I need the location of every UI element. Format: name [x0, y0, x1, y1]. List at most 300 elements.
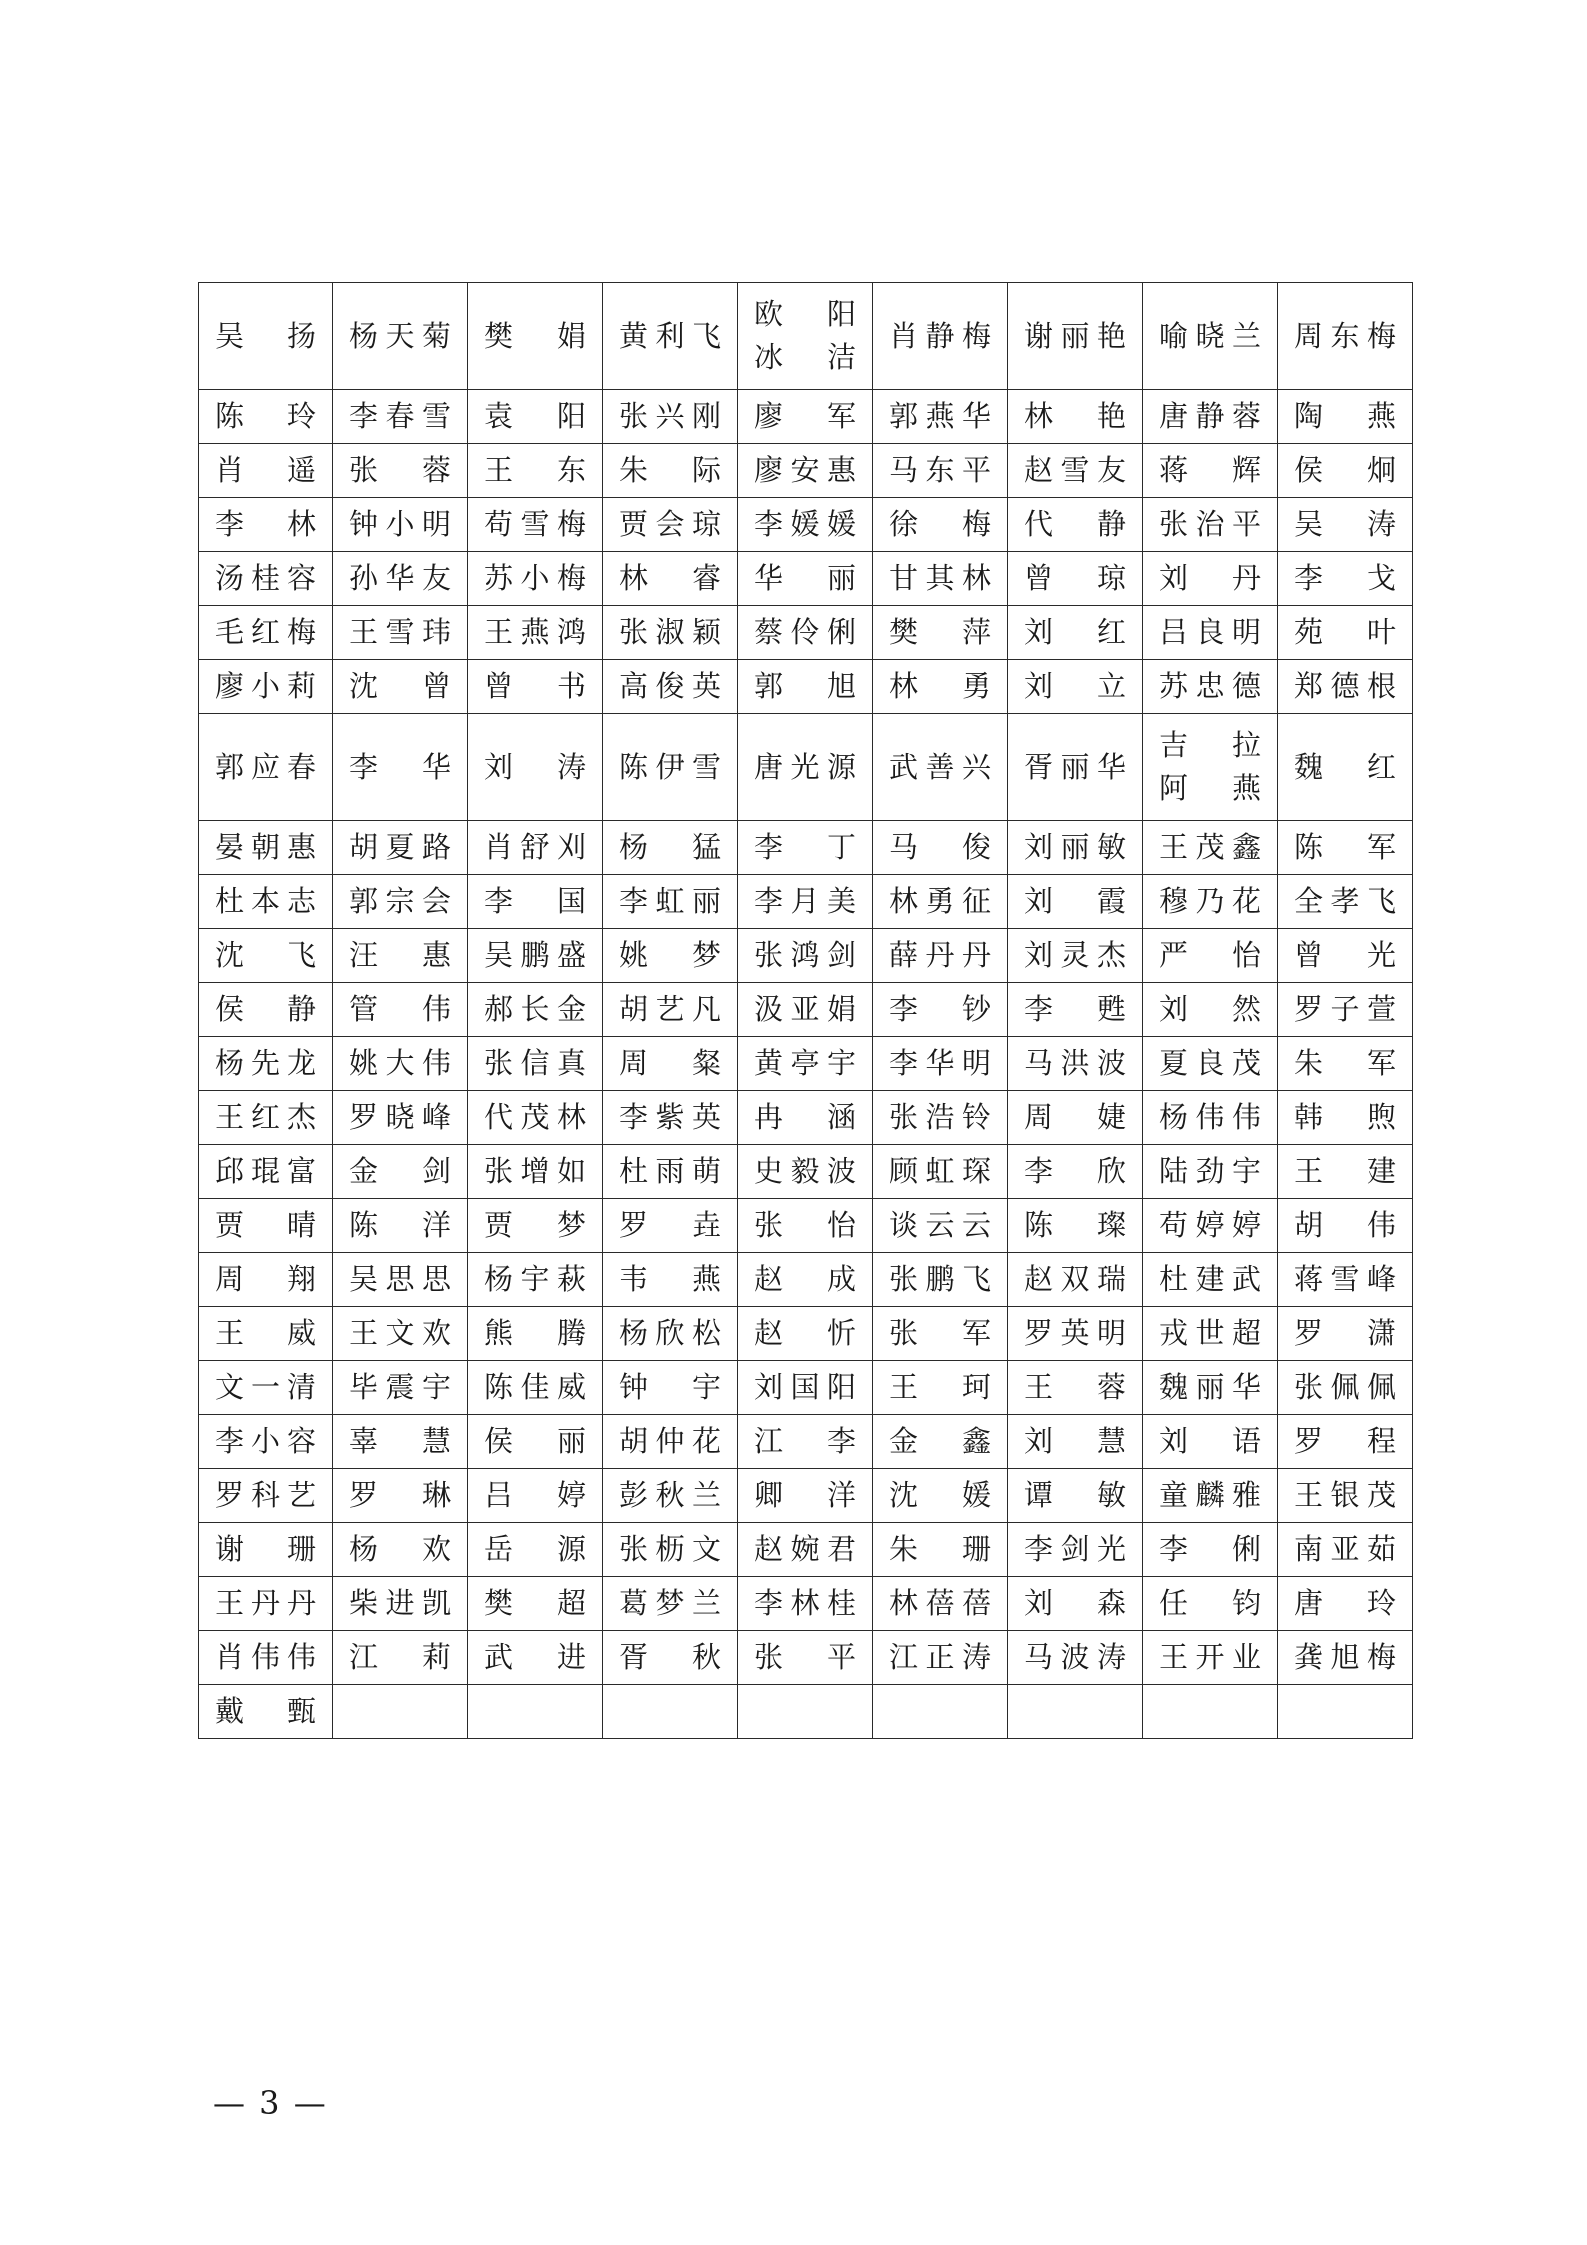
name-cell [1278, 444, 1413, 498]
table-row [199, 1253, 1413, 1307]
name-cell [603, 444, 738, 498]
name-cell [738, 444, 873, 498]
name-cell [333, 1577, 468, 1631]
name-text: 刘 森 [1024, 1586, 1126, 1620]
name-text: 谢 珊 [215, 1532, 316, 1566]
name-cell [1278, 1631, 1413, 1685]
name-text: 赵 双 瑞 [1024, 1262, 1126, 1296]
name-cell [1143, 390, 1278, 444]
name-cell [1008, 1469, 1143, 1523]
name-cell [873, 1253, 1008, 1307]
name-cell [333, 1415, 468, 1469]
name-text: 赵 雪 友 [1024, 453, 1126, 487]
name-cell [333, 821, 468, 875]
name-text: 樊 娟 [484, 318, 586, 353]
name-cell [1008, 983, 1143, 1037]
name-text: 陈 佳 威 [484, 1370, 586, 1404]
name-cell [1278, 1361, 1413, 1415]
name-cell [873, 552, 1008, 606]
name-text: 刘 丽 敏 [1024, 830, 1126, 864]
name-text: 肖 舒 刈 [484, 830, 586, 864]
name-text: 王 燕 鸿 [484, 615, 586, 649]
table-row [199, 1199, 1413, 1253]
table-row [199, 1037, 1413, 1091]
name-text: 李 钞 [889, 992, 991, 1026]
name-cell [603, 1361, 738, 1415]
name-cell [1008, 1307, 1143, 1361]
name-text: 张 兴 刚 [619, 399, 721, 433]
name-cell [603, 283, 738, 390]
name-cell [1278, 283, 1413, 390]
name-text: 李 华 明 [889, 1046, 991, 1080]
name-text: 王 雪 玮 [349, 615, 451, 649]
name-text: 苏 忠 德 [1159, 669, 1261, 703]
name-cell [333, 1253, 468, 1307]
name-text: 王 红 杰 [215, 1100, 316, 1134]
name-text: 全 孝 飞 [1294, 884, 1396, 918]
name-cell [1008, 821, 1143, 875]
name-text: 郭 旭 [754, 669, 856, 703]
name-text: 龚 旭 梅 [1294, 1640, 1396, 1674]
name-text: 杨 宇 萩 [484, 1262, 586, 1296]
table-row [199, 1361, 1413, 1415]
name-text: 林 蓓 蓓 [889, 1586, 991, 1620]
name-cell [468, 1037, 603, 1091]
name-text: 陈 玲 [215, 399, 316, 433]
name-cell [873, 444, 1008, 498]
name-cell [1143, 1253, 1278, 1307]
name-cell [603, 983, 738, 1037]
name-text: 刘 立 [1024, 669, 1126, 703]
name-cell [738, 821, 873, 875]
name-cell [603, 498, 738, 552]
name-text: 李 华 [349, 749, 451, 784]
name-text: 陈 璨 [1024, 1208, 1126, 1242]
name-text: 杨 伟 伟 [1159, 1100, 1261, 1134]
name-cell [199, 1415, 333, 1469]
name-text: 陈 军 [1294, 830, 1396, 864]
name-text: 李 林 桂 [754, 1586, 856, 1620]
name-cell [1008, 1361, 1143, 1415]
name-text: 唐 玲 [1294, 1586, 1396, 1620]
name-cell [468, 390, 603, 444]
name-text: 周 粲 [619, 1046, 721, 1080]
name-cell [1278, 1307, 1413, 1361]
name-cell [738, 660, 873, 714]
name-cell [333, 714, 468, 821]
name-cell [199, 983, 333, 1037]
name-cell [738, 1631, 873, 1685]
name-text: 徐 梅 [889, 507, 991, 541]
name-cell [603, 821, 738, 875]
name-cell [873, 1469, 1008, 1523]
name-text: 魏 红 [1294, 749, 1396, 784]
name-cell [603, 1577, 738, 1631]
name-text: 周 婕 [1024, 1100, 1126, 1134]
name-cell [333, 1199, 468, 1253]
name-cell [1008, 714, 1143, 821]
name-cell [1008, 444, 1143, 498]
name-cell [1278, 1037, 1413, 1091]
name-text: 张 浩 铃 [889, 1100, 991, 1134]
name-text: 刘 涛 [484, 749, 586, 784]
name-cell [603, 660, 738, 714]
name-text: 汲 亚 娟 [754, 992, 856, 1026]
name-text: 南 亚 茹 [1294, 1532, 1396, 1566]
name-cell [738, 390, 873, 444]
name-text: 冉 涵 [754, 1100, 856, 1134]
name-cell [1008, 606, 1143, 660]
name-text: 罗 晓 峰 [349, 1100, 451, 1134]
name-cell [1143, 444, 1278, 498]
name-text: 韩 煦 [1294, 1100, 1396, 1134]
name-cell [199, 498, 333, 552]
table-row [199, 1523, 1413, 1577]
name-text: 王 珂 [889, 1370, 991, 1404]
name-cell [738, 1145, 873, 1199]
name-text: 戎 世 超 [1159, 1316, 1261, 1350]
name-cell [468, 444, 603, 498]
name-text: 邱 琨 富 [215, 1154, 316, 1188]
name-text: 黄 利 飞 [619, 318, 721, 353]
name-text: 廖 安 惠 [754, 453, 856, 487]
name-cell [333, 390, 468, 444]
name-text: 吴 扬 [215, 318, 316, 353]
name-text: 谈 云 云 [889, 1208, 991, 1242]
name-text: 胡 仲 花 [619, 1424, 721, 1458]
name-cell [333, 1091, 468, 1145]
name-cell [199, 660, 333, 714]
name-text: 侯 静 [215, 992, 316, 1026]
name-cell [603, 875, 738, 929]
name-cell [1008, 1415, 1143, 1469]
name-text: 吴 鹏 盛 [484, 938, 586, 972]
name-text: 刘 灵 杰 [1024, 938, 1126, 972]
name-text: 杨 先 龙 [215, 1046, 316, 1080]
name-cell [1143, 1145, 1278, 1199]
name-cell [1008, 1577, 1143, 1631]
table-row [199, 714, 1413, 821]
name-cell [1143, 660, 1278, 714]
name-text: 孙 华 友 [349, 561, 451, 595]
name-text: 周 东 梅 [1294, 318, 1396, 353]
name-text: 张 淑 颖 [619, 615, 721, 649]
name-cell [873, 1685, 1008, 1739]
name-text: 贾 晴 [215, 1208, 316, 1242]
name-text: 王 银 茂 [1294, 1478, 1396, 1512]
name-cell [1143, 1307, 1278, 1361]
name-text: 郭 应 春 [215, 749, 316, 784]
name-cell [468, 1361, 603, 1415]
name-cell [468, 552, 603, 606]
name-cell [738, 552, 873, 606]
name-cell [738, 1523, 873, 1577]
name-cell [199, 875, 333, 929]
name-cell [603, 606, 738, 660]
name-text: 任 钧 [1159, 1586, 1261, 1620]
name-text: 曾 书 [484, 669, 586, 703]
name-cell [738, 1685, 873, 1739]
name-cell [873, 983, 1008, 1037]
table-row [199, 1145, 1413, 1199]
name-cell [333, 983, 468, 1037]
name-text: 吴 思 思 [349, 1262, 451, 1296]
name-text: 李 国 [484, 884, 586, 918]
name-text: 罗 垚 [619, 1208, 721, 1242]
name-text: 张 治 平 [1159, 507, 1261, 541]
name-text: 葛 梦 兰 [619, 1586, 721, 1620]
name-cell [1008, 1631, 1143, 1685]
name-text: 罗 子 萱 [1294, 992, 1396, 1026]
name-cell [738, 929, 873, 983]
name-text: 李 甦 [1024, 992, 1126, 1026]
name-text: 林 勇 征 [889, 884, 991, 918]
name-cell [333, 283, 468, 390]
name-cell [1008, 875, 1143, 929]
name-cell [738, 1469, 873, 1523]
name-cell [468, 1685, 603, 1739]
name-text: 刘 语 [1159, 1424, 1261, 1458]
name-text: 李 媛 媛 [754, 507, 856, 541]
name-text: 林 勇 [889, 669, 991, 703]
name-cell [1143, 714, 1278, 821]
name-text: 黄 亭 宇 [754, 1046, 856, 1080]
name-text: 朱 际 [619, 453, 721, 487]
name-cell [1143, 1469, 1278, 1523]
name-cell [1143, 1523, 1278, 1577]
name-cell [1278, 1145, 1413, 1199]
name-text: 薛 丹 丹 [889, 938, 991, 972]
name-text: 毛 红 梅 [215, 615, 316, 649]
table-row [199, 1091, 1413, 1145]
name-cell [468, 606, 603, 660]
name-text: 张 鸿 剑 [754, 938, 856, 972]
name-text: 沈 飞 [215, 938, 316, 972]
name-text: 曾 光 [1294, 938, 1396, 972]
name-text: 李 月 美 [754, 884, 856, 918]
name-text: 卿 洋 [754, 1478, 856, 1512]
name-text: 姚 梦 [619, 938, 721, 972]
name-text: 罗 琳 [349, 1478, 451, 1512]
name-text: 樊 超 [484, 1586, 586, 1620]
name-text: 张 军 [889, 1316, 991, 1350]
name-text: 王 东 [484, 453, 586, 487]
name-text: 罗 科 艺 [215, 1478, 316, 1512]
name-text: 唐 光 源 [754, 749, 856, 784]
name-cell [1143, 498, 1278, 552]
name-text: 沈 媛 [889, 1478, 991, 1512]
name-cell [873, 1415, 1008, 1469]
name-text: 胡 夏 路 [349, 830, 451, 864]
name-text: 文 一 清 [215, 1370, 316, 1404]
name-cell [738, 1415, 873, 1469]
name-text: 廖 军 [754, 399, 856, 433]
name-cell [1278, 498, 1413, 552]
name-cell [738, 983, 873, 1037]
name-cell [873, 498, 1008, 552]
name-cell [1278, 552, 1413, 606]
name-text: 胡 伟 [1294, 1208, 1396, 1242]
name-text: 王 文 欢 [349, 1316, 451, 1350]
name-cell [468, 1523, 603, 1577]
name-cell [1278, 821, 1413, 875]
name-cell [738, 1361, 873, 1415]
name-cell [873, 1577, 1008, 1631]
name-cell [1008, 498, 1143, 552]
name-cell [199, 1253, 333, 1307]
name-cell [1008, 929, 1143, 983]
name-text: 蒋 雪 峰 [1294, 1262, 1396, 1296]
name-text: 江 正 涛 [889, 1640, 991, 1674]
name-cell [603, 1037, 738, 1091]
name-cell [333, 875, 468, 929]
name-cell [738, 1253, 873, 1307]
name-text: 马 波 涛 [1024, 1640, 1126, 1674]
name-cell [873, 714, 1008, 821]
name-text: 戴 甄 [215, 1694, 316, 1728]
name-cell [468, 1307, 603, 1361]
name-text: 张 怡 [754, 1208, 856, 1242]
name-cell [1143, 1361, 1278, 1415]
name-text: 李 虹 丽 [619, 884, 721, 918]
name-cell [468, 929, 603, 983]
name-cell [873, 283, 1008, 390]
name-cell [199, 1469, 333, 1523]
name-cell [603, 714, 738, 821]
name-cell [603, 1685, 738, 1739]
name-text: 岳 源 [484, 1532, 586, 1566]
name-text: 杨 欢 [349, 1532, 451, 1566]
name-text: 王 开 业 [1159, 1640, 1261, 1674]
name-text: 马 洪 波 [1024, 1046, 1126, 1080]
name-cell [1008, 1199, 1143, 1253]
name-cell [1278, 875, 1413, 929]
name-cell [468, 875, 603, 929]
name-cell [1143, 1577, 1278, 1631]
name-cell [603, 1307, 738, 1361]
name-cell [333, 552, 468, 606]
name-cell [199, 283, 333, 390]
name-cell [738, 875, 873, 929]
name-cell [333, 444, 468, 498]
name-cell [1278, 1685, 1413, 1739]
name-cell [873, 1361, 1008, 1415]
name-text: 李 戈 [1294, 561, 1396, 595]
name-cell [199, 1307, 333, 1361]
name-cell [873, 821, 1008, 875]
name-cell [199, 1145, 333, 1199]
name-text: 华 丽 [754, 561, 856, 595]
table-row [199, 1685, 1413, 1739]
name-cell [468, 1631, 603, 1685]
name-cell [1143, 821, 1278, 875]
name-cell [1143, 1685, 1278, 1739]
name-cell [1278, 1469, 1413, 1523]
name-text: 肖 静 梅 [889, 318, 991, 353]
name-cell [1008, 1037, 1143, 1091]
name-cell [199, 821, 333, 875]
name-text: 张 增 如 [484, 1154, 586, 1188]
name-text: 史 毅 波 [754, 1154, 856, 1188]
name-text: 苟 雪 梅 [484, 507, 586, 541]
name-text: 袁 阳 [484, 399, 586, 433]
name-cell [1008, 552, 1143, 606]
name-text: 张 信 真 [484, 1046, 586, 1080]
name-text: 汤 桂 容 [215, 561, 316, 595]
name-cell [333, 606, 468, 660]
name-cell [1278, 1091, 1413, 1145]
name-text: 林 睿 [619, 561, 721, 595]
name-text: 魏 丽 华 [1159, 1370, 1261, 1404]
name-text: 严 怡 [1159, 938, 1261, 972]
name-cell [603, 1199, 738, 1253]
name-text: 童 麟 雅 [1159, 1478, 1261, 1512]
name-text: 贾 会 琼 [619, 507, 721, 541]
name-cell [199, 1577, 333, 1631]
name-cell [333, 1361, 468, 1415]
name-text: 陆 劲 宇 [1159, 1154, 1261, 1188]
name-text: 赵 忻 [754, 1316, 856, 1350]
name-cell [873, 606, 1008, 660]
name-cell [603, 1415, 738, 1469]
name-text: 杨 猛 [619, 830, 721, 864]
table-row [199, 983, 1413, 1037]
name-cell [1143, 606, 1278, 660]
page-number: — 3 — [213, 2084, 328, 2122]
name-cell [1008, 283, 1143, 390]
name-cell [1143, 552, 1278, 606]
name-cell [603, 1631, 738, 1685]
name-cell [199, 606, 333, 660]
name-text: 吕 婷 [484, 1478, 586, 1512]
name-cell [468, 1199, 603, 1253]
name-text: 马 东 平 [889, 453, 991, 487]
name-cell [468, 1145, 603, 1199]
name-text: 陈 洋 [349, 1208, 451, 1242]
name-cell [1008, 1685, 1143, 1739]
name-text: 杜 本 志 [215, 884, 316, 918]
name-text: 王 蓉 [1024, 1370, 1126, 1404]
name-text: 胡 艺 凡 [619, 992, 721, 1026]
name-text: 王 丹 丹 [215, 1586, 316, 1620]
name-cell [333, 660, 468, 714]
name-text: 江 莉 [349, 1640, 451, 1674]
name-text: 韦 燕 [619, 1262, 721, 1296]
name-cell [873, 660, 1008, 714]
name-text: 辜 慧 [349, 1424, 451, 1458]
name-cell [468, 983, 603, 1037]
name-cell [873, 1631, 1008, 1685]
name-text: 赵 成 [754, 1262, 856, 1296]
table-row [199, 660, 1413, 714]
table-row [199, 390, 1413, 444]
name-cell [1143, 1091, 1278, 1145]
name-text: 李 欣 [1024, 1154, 1126, 1188]
name-text: 肖 遥 [215, 453, 316, 487]
name-text: 郭 燕 华 [889, 399, 991, 433]
name-text: 蒋 辉 [1159, 453, 1261, 487]
name-text: 欧 阳 冰 洁 [754, 297, 856, 374]
name-text: 钟 小 明 [349, 507, 451, 541]
name-text: 苑 叶 [1294, 615, 1396, 649]
name-cell [1008, 660, 1143, 714]
name-cell [1008, 1091, 1143, 1145]
table-row [199, 1577, 1413, 1631]
name-cell [1008, 390, 1143, 444]
name-cell [738, 1577, 873, 1631]
name-text: 胥 丽 华 [1024, 749, 1126, 784]
name-text: 罗 潇 [1294, 1316, 1396, 1350]
